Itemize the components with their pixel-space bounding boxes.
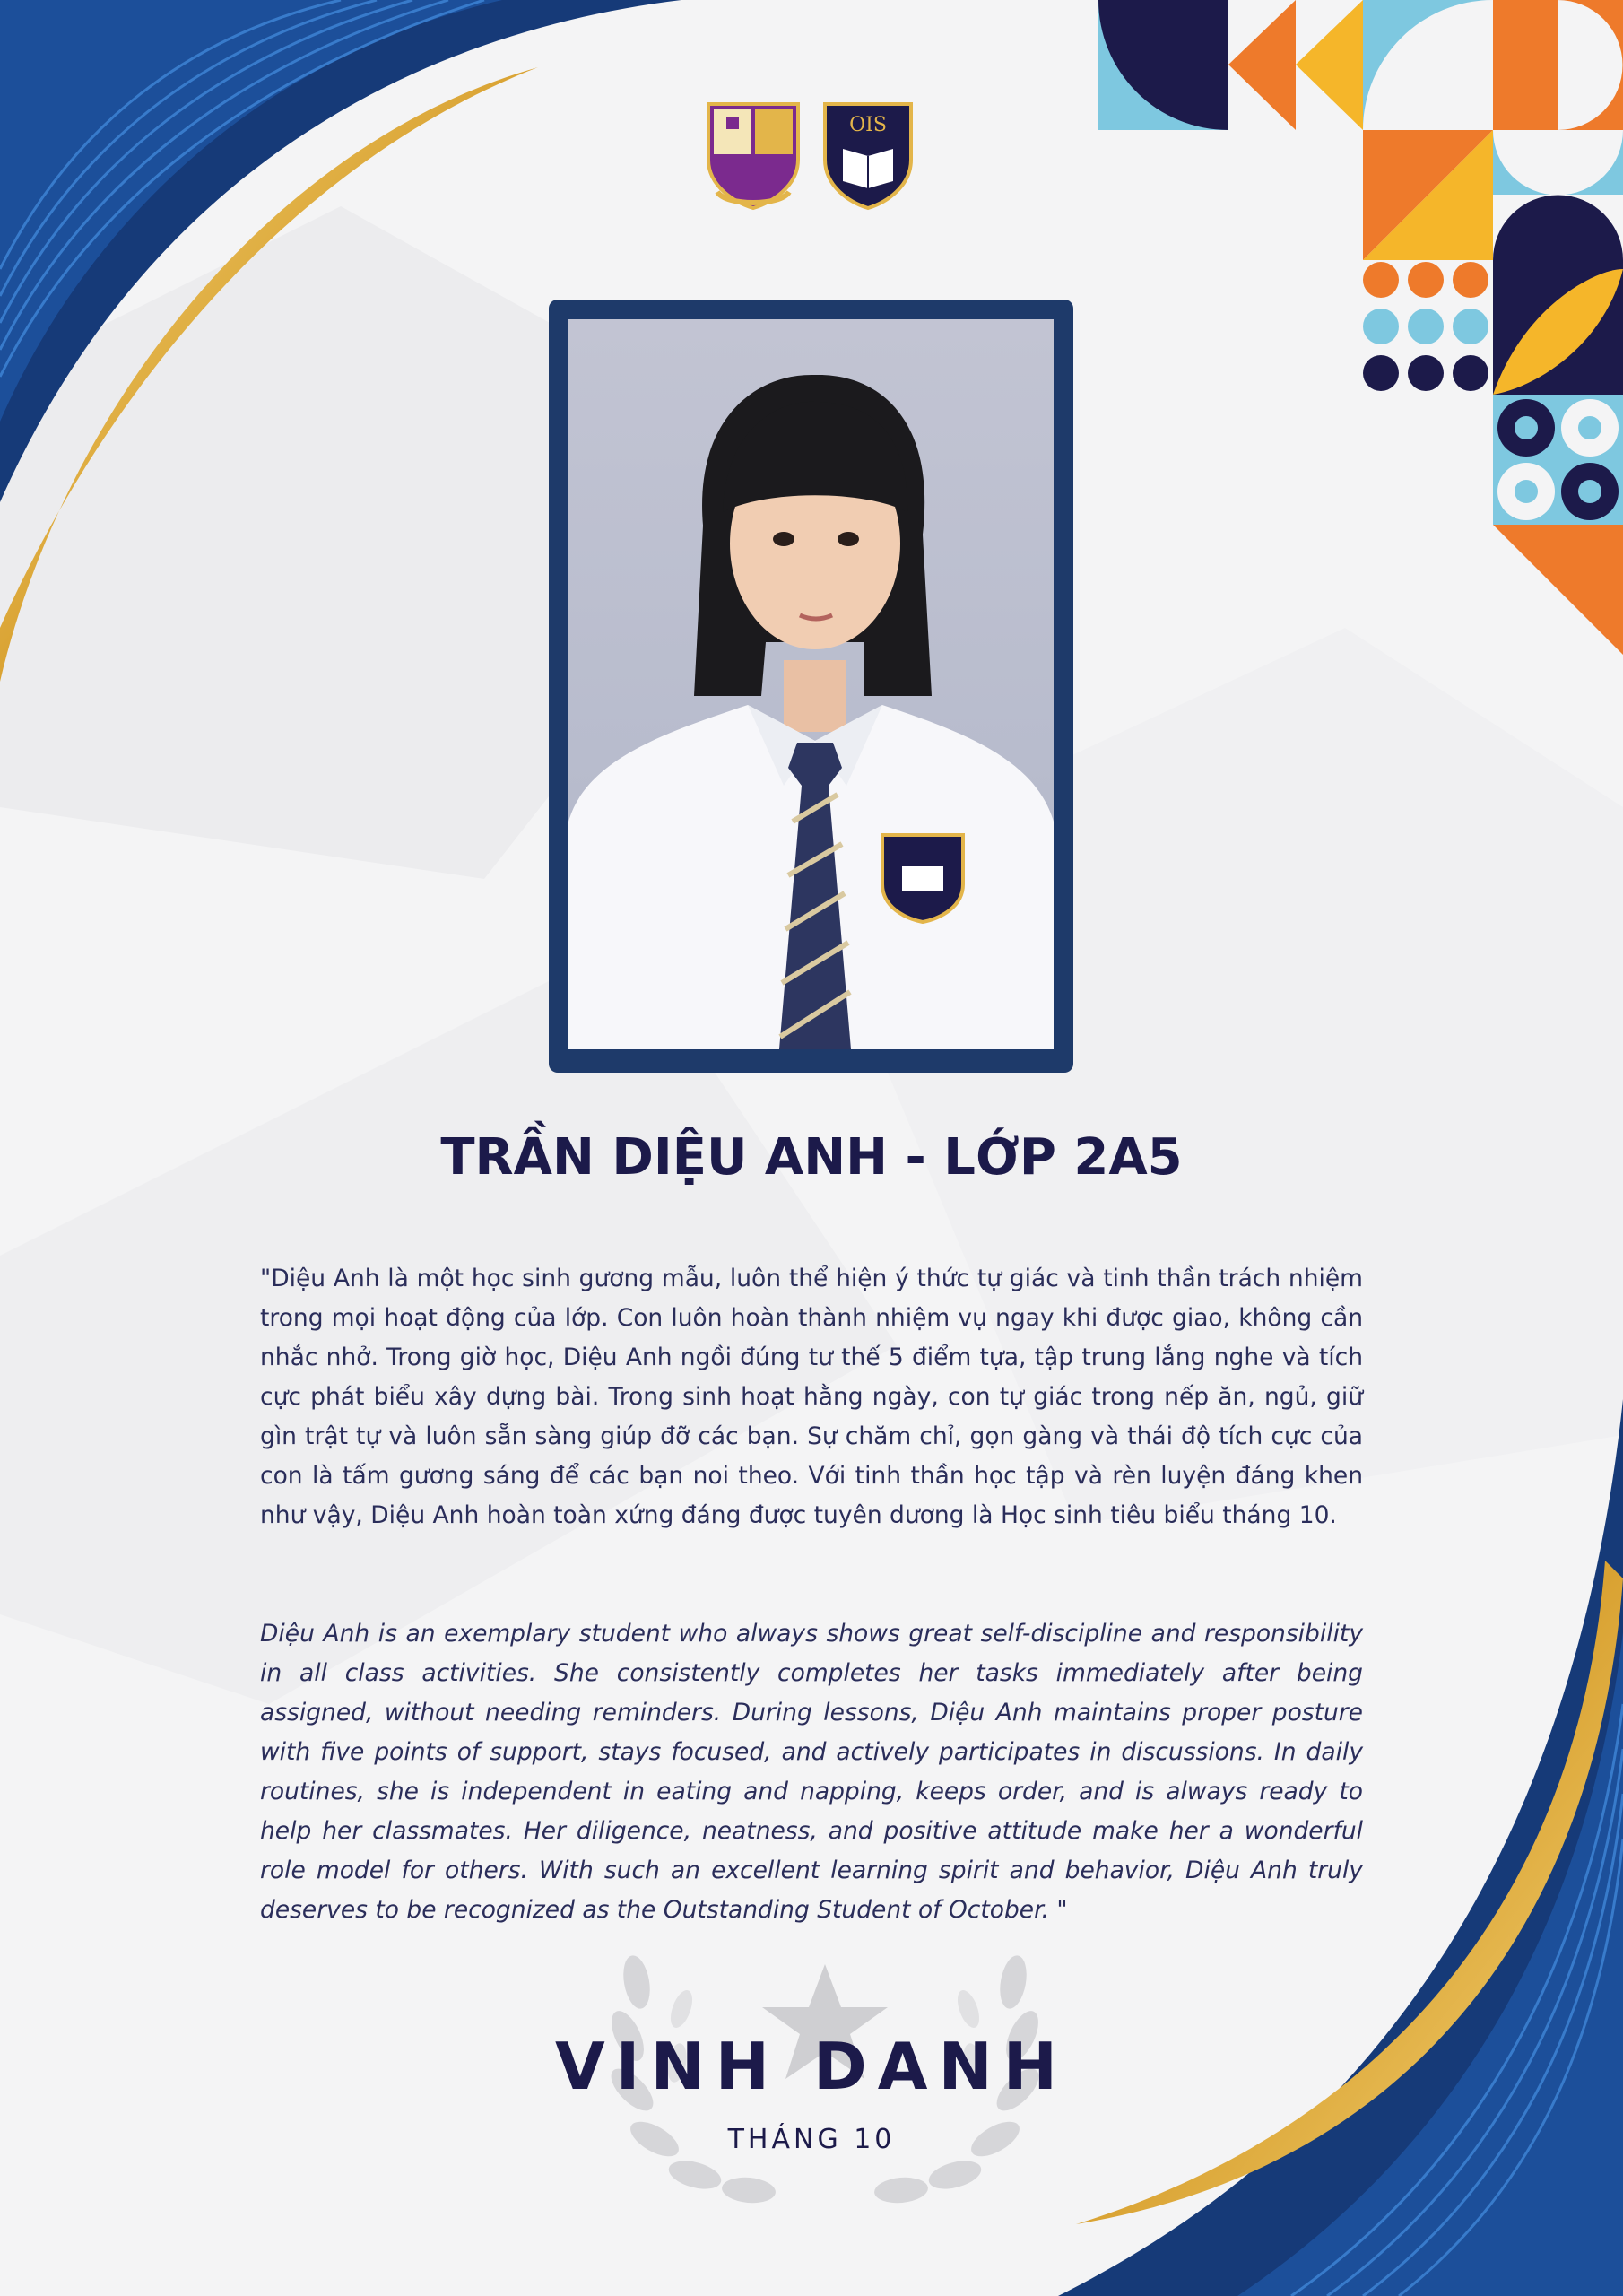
ois-crest-icon — [825, 104, 911, 208]
school-logos — [699, 97, 924, 213]
student-portrait-icon — [568, 319, 1054, 1049]
school-crest-icon — [708, 104, 798, 208]
student-photo — [568, 319, 1054, 1049]
student-name-heading: TRẦN DIỆU ANH - LỚP 2A5 — [440, 1128, 1183, 1187]
quote-vietnamese: "Diệu Anh là một học sinh gương mẫu, luôn thể hiện ý thức tự giác và tinh thần trách nhiệm trong mọi hoạt động của lớp. Con luôn hoàn thành nhiệm vụ ngay khi được giao, không cần nhắc nhở. Trong giờ học, Diệu Anh ngồi đúng tư thế 5 điểm tựa, tập trung lắng nghe và tích cực phát biểu xây dựng bài. Trong sinh hoạt hằng ngày, con tự giác trong nếp ăn, ngủ, giữ gìn trật tự và luôn sẵn sàng giúp đỡ các bạn. Sự chăm chỉ, gọn gàng và thái độ tích cực của con là tấm gương sáng để các bạn noi theo. Với tinh thần học tập và rèn luyện đáng khen như vậy, Diệu Anh hoàn toàn xứng đáng được tuyên dương là Học sinh tiêu biểu tháng 10. — [260, 1265, 1363, 1529]
award-title: VINH DANH — [554, 2029, 1069, 2104]
award-month: THÁNG 10 — [727, 2124, 896, 2155]
ois-logo-text: OIS — [849, 114, 887, 136]
student-photo-frame — [549, 300, 1073, 1073]
quote-english: Diệu Anh is an exemplary student who always shows great self-discipline and responsibility in all class activities. She consistently completes her tasks immediately after being assigned, without needing reminders. During lessons, Diệu Anh maintains proper posture with five points of support, stays focused, and actively participates in discussions. In daily routines, she is independent in eating and napping, keeps order, and is always ready to help her classmates. Her diligence, neatness, and positive attitude make her a wonderful role model for others. With such an excellent learning spirit and behavior, Diệu Anh truly deserves to be recognized as the Outstanding Student of October. " — [260, 1620, 1363, 1924]
